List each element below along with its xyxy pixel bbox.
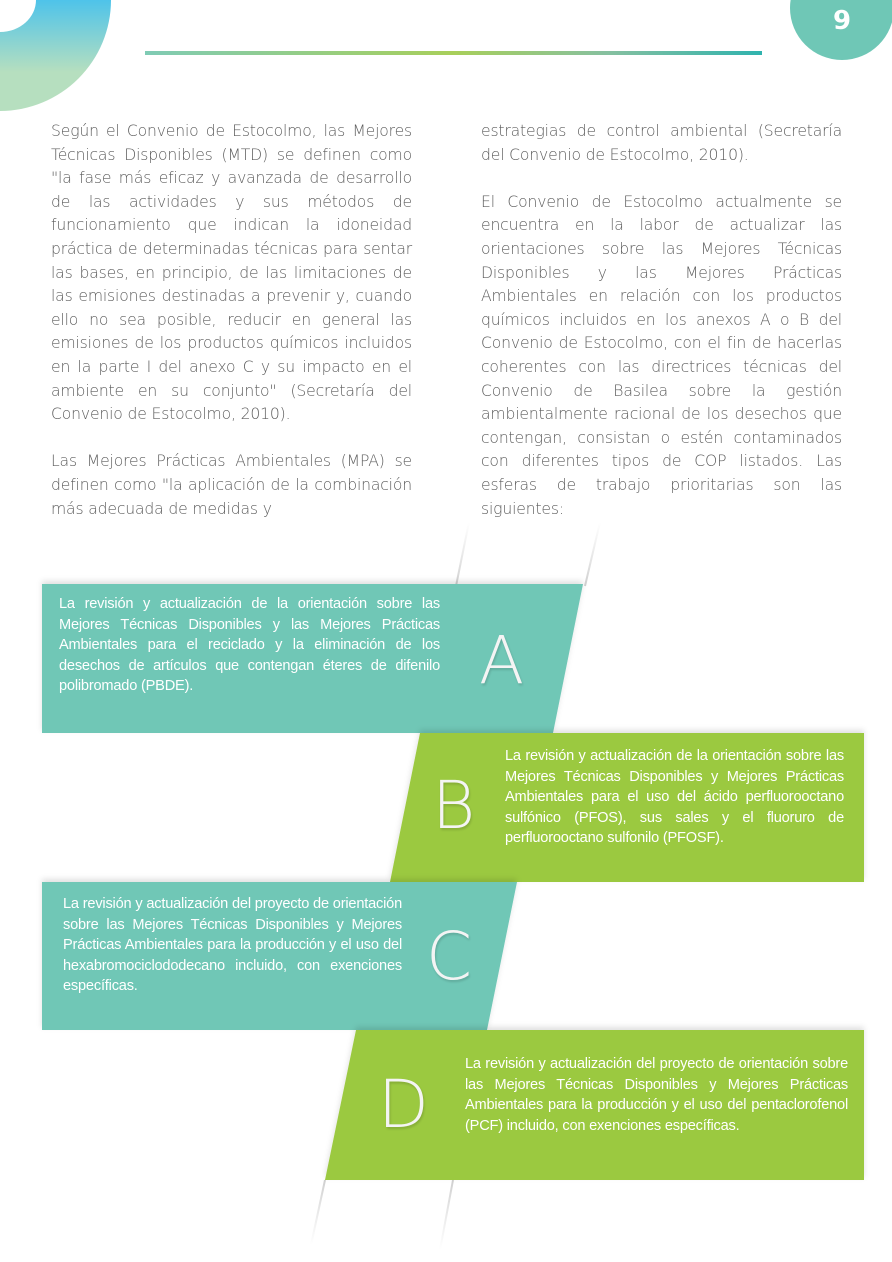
page-number: 9 xyxy=(832,6,852,36)
guide-line xyxy=(440,1180,453,1250)
priority-area-d-text: La revisión y actualización del proyecto de orientación sobre las Mejores Técnicas Disponibles y Mejores Prácticas Ambientales para la producción y el uso del pentaclorofenol (PCF) incluido, con exenciones específicas. xyxy=(465,1056,848,1134)
paragraph-mtd-definition: Según el Convenio de Estocolmo, las Mejores Técnicas Disponibles (MTD) se definen como "la fase más eficaz y avanzada de desarrollo de las actividades y sus métodos de funcionamiento que indican la idoneidad práctica de determinadas técnicas para sentar las bases, en principio, de las limitaciones de las emisiones destinadas a prevenir y, cuando ello no sea posible, reducir en general las emisiones de los productos químicos incluidos en la parte I del anexo C y su impacto en el ambiente en su conjunto" (Secretaría del Convenio de Estocolmo, 2010). xyxy=(51,122,412,424)
priority-area-b-letter: B xyxy=(432,767,476,844)
priority-area-b-text: La revisión y actualización de la orientación sobre las Mejores Técnicas Disponibles y Mejores Prácticas Ambientales para el uso del ácido perfluorooctano sulfónico (PFOS), sus sales y el fluoruro de perfluorooctano sulfonilo (PFOSF). xyxy=(505,748,844,847)
priority-area-a-letter: A xyxy=(479,622,525,699)
paragraph-convenio-update: El Convenio de Estocolmo actualmente se encuentra en la labor de actualizar las orientaciones sobre las Mejores Técnicas Disponibles y las Mejores Prácticas Ambientales en relación con los productos químicos incluidos en los anexos A o B del Convenio de Estocolmo, con el fin de hacerlas coherentes con las directrices técnicas del Convenio de Basilea sobre la gestión ambientalmente racional de los desechos que contengan, consistan o estén contaminados con diferentes tipos de COP listados. Las esferas de trabajo prioritarias son las siguientes: xyxy=(481,192,842,518)
paragraph-mpa-continuation: estrategias de control ambiental (Secretaría del Convenio de Estocolmo, 2010). xyxy=(481,122,842,164)
priority-area-c-letter: C xyxy=(426,918,473,995)
priority-area-d-letter: D xyxy=(378,1066,429,1143)
guide-line xyxy=(585,522,600,586)
paragraph-mpa-definition: Las Mejores Prácticas Ambientales (MPA) se definen como "la aplicación de la combinación más adecuada de medidas y xyxy=(51,452,412,518)
guide-line xyxy=(456,522,469,586)
guide-line xyxy=(311,1180,325,1245)
priority-area-a-text: La revisión y actualización de la orientación sobre las Mejores Técnicas Disponibles y las Mejores Prácticas Ambientales para el reciclado y la eliminación de los desechos de artículos que contengan éteres de difenilo polibromado (PBDE). xyxy=(59,596,440,695)
priority-area-c-text: La revisión y actualización del proyecto de orientación sobre las Mejores Técnicas Disponibles y Mejores Prácticas Ambientales para la producción y el uso del hexabromociclododecano incluido, con exenciones específicas. xyxy=(63,896,402,995)
